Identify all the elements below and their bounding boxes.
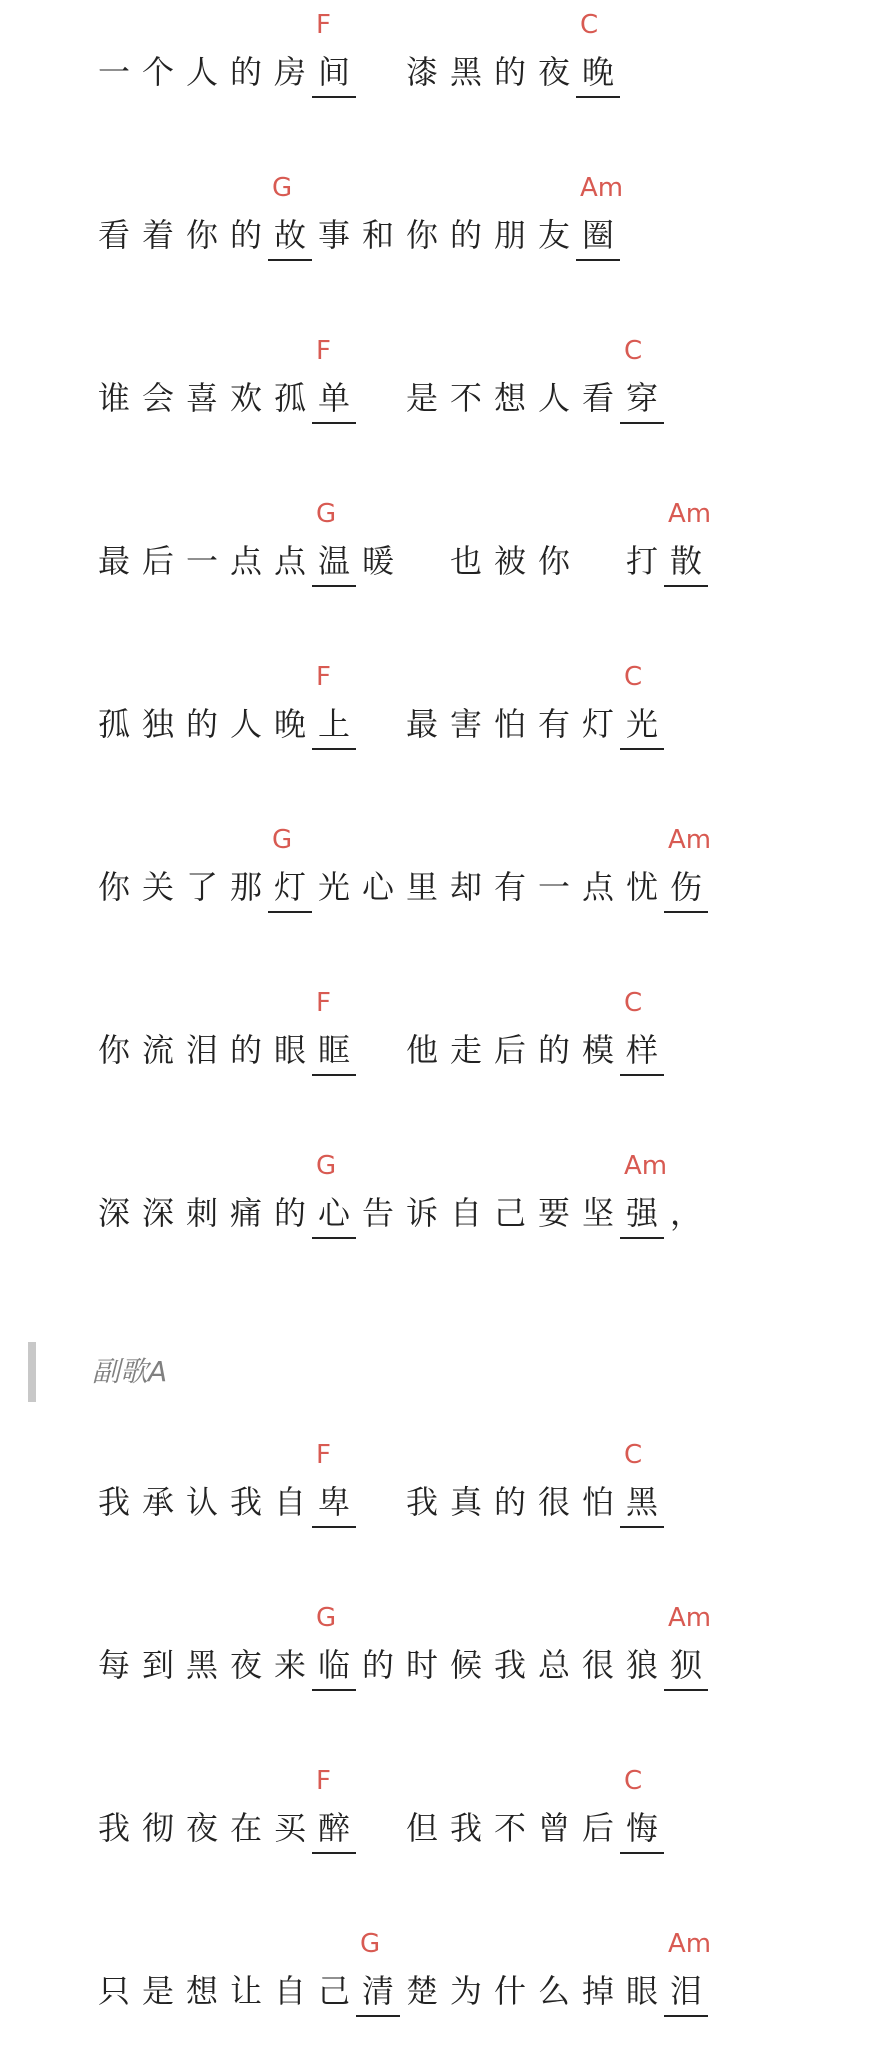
lyric-char: 要 [537,1194,570,1232]
lyric-char: 最 [405,705,438,743]
lyric-char: 很 [537,1483,570,1521]
lyric-char: 会 [141,379,174,417]
lyric-char: 事 [317,216,350,254]
chord-anchor-char: 光 [620,702,664,750]
lyric-text [92,1643,708,1691]
chord-anchor-char: 间 [312,50,356,98]
lyric-char: 房 [273,53,306,91]
lyric-text [92,1806,664,1854]
chord-anchor-char: 温 [312,539,356,587]
lyric-char: 黑 [449,53,482,91]
lyric-char: 的 [537,1031,570,1069]
lyric-char: 后 [141,542,174,580]
chord-anchor-char: 悔 [620,1806,664,1854]
chord-label: C [624,1440,643,1470]
chord-anchor-char: 伤 [664,865,708,913]
lyric-char: 黑 [185,1646,218,1684]
chord-label: C [624,662,643,692]
lyric-char: 想 [493,379,526,417]
lyric-char [356,1028,400,1074]
lyric-char: 想 [185,1972,218,2010]
lyric-char: 流 [141,1031,174,1069]
lyric-char: 怕 [581,1483,614,1521]
chord-label: C [624,1766,643,1796]
chord-label: F [316,336,331,366]
lyric-char [356,376,400,422]
lyric-char: 认 [185,1483,218,1521]
lyric-char: 诉 [405,1194,438,1232]
chord-anchor-char: 散 [664,539,708,587]
lyric-char: 狼 [625,1646,658,1684]
lyric-char: 夜 [229,1646,262,1684]
lyric-char: 你 [185,216,218,254]
chord-label: Am [668,499,712,529]
chord-anchor-char: 醉 [312,1806,356,1854]
lyric-char: 一 [185,542,218,580]
lyric-char: 只 [97,1972,130,2010]
chord-anchor-char: 单 [312,376,356,424]
chord-label: F [316,10,331,40]
lyric-text [92,1480,664,1528]
lyric-char: 的 [449,216,482,254]
lyric-text [92,1028,664,1076]
lyric-char: 自 [449,1194,482,1232]
lyric-char: 什 [493,1972,526,2010]
lyric-char: 让 [229,1972,262,2010]
lyric-char [356,1806,400,1852]
chord-label: G [316,499,337,529]
lyric-char: 为 [449,1972,482,2010]
chord-anchor-char: 灯 [268,865,312,913]
chorus-line [0,1929,878,2049]
lyric-char: 买 [273,1809,306,1847]
lyric-char: 的 [229,53,262,91]
lyric-char [356,1480,400,1526]
lyric-char: 来 [273,1646,306,1684]
chord-anchor-char: 清 [356,1969,400,2017]
section-marker-bar [28,1342,36,1402]
lyric-char: 的 [493,53,526,91]
lyric-char [576,539,620,585]
lyric-char: 的 [229,1031,262,1069]
lyric-char: 看 [581,379,614,417]
lyric-text [92,702,664,750]
chord-anchor-char: 临 [312,1643,356,1691]
chord-label: F [316,988,331,1018]
lyric-char: 害 [449,705,482,743]
lyric-char: 你 [537,542,570,580]
lyric-char: 我 [449,1809,482,1847]
chord-label: Am [668,825,712,855]
lyric-char: 点 [581,868,614,906]
lyric-char: 和 [361,216,394,254]
lyric-text [92,1191,708,1239]
lyric-char: 刺 [185,1194,218,1232]
lyric-char: 夜 [537,53,570,91]
chord-anchor-char: 黑 [620,1480,664,1528]
chord-anchor-char: 故 [268,213,312,261]
verse-line [0,499,878,619]
lyric-char: 走 [449,1031,482,1069]
lyric-char: 在 [229,1809,262,1847]
lyric-char: 每 [97,1646,130,1684]
lyric-char: 一 [537,868,570,906]
chord-anchor-char: 眶 [312,1028,356,1076]
verse-line [0,173,878,293]
lyric-text [92,50,620,98]
lyric-char: 的 [361,1646,394,1684]
lyric-char: 灯 [581,705,614,743]
lyric-char: 坚 [581,1194,614,1232]
lyric-char: 告 [361,1194,394,1232]
lyric-char: 着 [141,216,174,254]
lyric-char: 不 [449,379,482,417]
lyric-char: 我 [97,1483,130,1521]
lyric-char: 光 [317,868,350,906]
lyric-char: 最 [97,542,130,580]
lyric-char: 己 [493,1194,526,1232]
lyric-char: 朋 [493,216,526,254]
lyric-char: 自 [273,1972,306,2010]
lyric-char: 但 [405,1809,438,1847]
lyric-char: 打 [625,542,658,580]
lyric-char: 人 [229,705,262,743]
lyric-char: 晚 [273,705,306,743]
lyric-char: 泪 [185,1031,218,1069]
lyric-char: 我 [405,1483,438,1521]
lyric-char: 的 [185,705,218,743]
chord-anchor-char: 圈 [576,213,620,261]
chord-label: Am [624,1151,668,1181]
lyric-char: 到 [141,1646,174,1684]
lyric-char: 点 [229,542,262,580]
chord-label: G [316,1151,337,1181]
lyric-char: ， [669,1194,702,1232]
chord-label: C [624,988,643,1018]
lyric-char: 了 [185,868,218,906]
lyric-text [92,539,708,587]
lyric-text [92,376,664,424]
lyric-char: 眼 [625,1972,658,2010]
lyric-char: 己 [317,1972,350,2010]
chord-anchor-char: 心 [312,1191,356,1239]
lyric-char: 模 [581,1031,614,1069]
lyric-char: 你 [97,1031,130,1069]
lyric-char: 后 [581,1809,614,1847]
lyric-char: 时 [405,1646,438,1684]
lyric-char: 深 [97,1194,130,1232]
lyric-char: 孤 [97,705,130,743]
lyric-char: 里 [405,868,438,906]
chord-anchor-char: 穿 [620,376,664,424]
lyric-char: 你 [97,868,130,906]
verse-line [0,988,878,1108]
lyric-char: 夜 [185,1809,218,1847]
lyric-char: 我 [229,1483,262,1521]
lyric-char: 候 [449,1646,482,1684]
chord-label: F [316,1766,331,1796]
lyric-char: 么 [537,1972,570,2010]
lyric-char: 的 [273,1194,306,1232]
lyric-char: 人 [185,53,218,91]
lyric-text [92,213,620,261]
lyric-char: 也 [449,542,482,580]
chord-anchor-char: 泪 [664,1969,708,2017]
lyric-char: 自 [273,1483,306,1521]
chord-anchor-char: 晚 [576,50,620,98]
lyric-char: 欢 [229,379,262,417]
chorus-line [0,1766,878,1886]
lyric-char [356,702,400,748]
chorus-line [0,1440,878,1560]
chord-anchor-char: 上 [312,702,356,750]
chord-label: F [316,1440,331,1470]
lyric-char: 后 [493,1031,526,1069]
lyric-char: 被 [493,542,526,580]
verse-line [0,10,878,130]
verse-line [0,336,878,456]
lyric-char: 我 [493,1646,526,1684]
chord-label: F [316,662,331,692]
chord-label: G [272,173,293,203]
lyric-char: 暖 [361,542,394,580]
verse-line [0,825,878,945]
lyric-char: 眼 [273,1031,306,1069]
lyric-char: 彻 [141,1809,174,1847]
chord-label: C [624,336,643,366]
lyric-char: 谁 [97,379,130,417]
chord-label: G [316,1603,337,1633]
chord-label: G [360,1929,381,1959]
chord-anchor-char: 卑 [312,1480,356,1528]
chord-label: Am [668,1603,712,1633]
lyric-char [400,539,444,585]
lyric-char: 痛 [229,1194,262,1232]
lyric-char: 我 [97,1809,130,1847]
lyric-char: 很 [581,1646,614,1684]
lyric-text [92,865,708,913]
lyric-char: 人 [537,379,570,417]
lyric-char: 承 [141,1483,174,1521]
lyric-char: 心 [361,868,394,906]
chord-label: G [272,825,293,855]
chord-label: Am [668,1929,712,1959]
lyric-char: 的 [493,1483,526,1521]
lyric-char: 孤 [273,379,306,417]
lyric-char: 漆 [405,53,438,91]
verse-line [0,662,878,782]
lyric-char: 是 [141,1972,174,2010]
lyric-char: 一 [97,53,130,91]
lyric-char: 真 [449,1483,482,1521]
lyric-char: 关 [141,868,174,906]
lyric-char: 友 [537,216,570,254]
section-label: 副歌A [92,1355,168,1388]
lyric-char: 看 [97,216,130,254]
chord-anchor-char: 样 [620,1028,664,1076]
lyric-char: 点 [273,542,306,580]
lyric-char: 有 [537,705,570,743]
verse-line [0,1151,878,1271]
lyric-char: 却 [449,868,482,906]
chorus-line [0,1603,878,1723]
lyric-char: 独 [141,705,174,743]
lyric-char: 的 [229,216,262,254]
lyric-char: 个 [141,53,174,91]
chord-label: C [580,10,599,40]
lyric-char: 怕 [493,705,526,743]
lyric-char: 忧 [625,868,658,906]
lyric-char: 掉 [581,1972,614,2010]
lyric-char: 深 [141,1194,174,1232]
lyric-char: 不 [493,1809,526,1847]
lyric-char: 有 [493,868,526,906]
lyric-char: 楚 [405,1972,438,2010]
chord-anchor-char: 强 [620,1191,664,1239]
lyric-char: 曾 [537,1809,570,1847]
lyric-char: 总 [537,1646,570,1684]
lyric-text [92,1969,708,2017]
lyric-char: 是 [405,379,438,417]
chord-label: Am [580,173,624,203]
chord-anchor-char: 狈 [664,1643,708,1691]
lyric-char: 你 [405,216,438,254]
lyric-char: 喜 [185,379,218,417]
lyric-char: 那 [229,868,262,906]
lyric-char: 他 [405,1031,438,1069]
section-header [0,1338,878,1402]
lyric-char [356,50,400,96]
